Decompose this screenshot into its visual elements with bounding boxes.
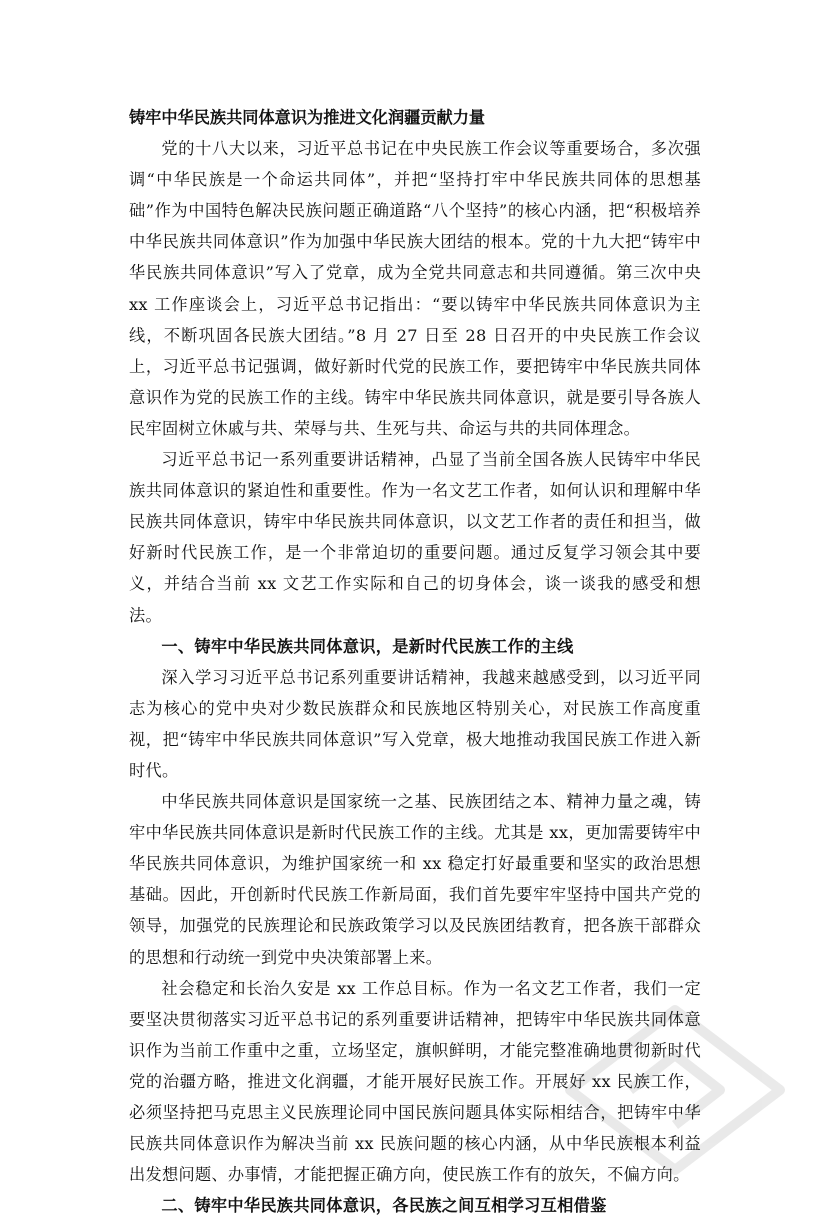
document-body <box>129 100 701 1221</box>
document-title: 铸牢中华民族共同体意识为推进文化润疆贡献力量 <box>129 108 486 127</box>
paragraph-4: 中华民族共同体意识是国家统一之基、民族团结之本、精神力量之魂，铸牢中华民族共同体意识是新时代民族工作的主线。尤其是 xx，更加需要铸牢中华民族共同体意识，为维护国家统一和 xx 稳定打好最重要和坚实的政治思想基础。因此，开创新时代民族工作新局面，我们首先要牢牢坚持中国共产党的领导，加强党的民族理论和民族政策学习以及民族团结教育，把各族干部群众的思想和行动统一到党中央决策部署上来。 <box>129 792 701 967</box>
paragraph-1: 党的十八大以来，习近平总书记在中央民族工作会议等重要场合，多次强调“中华民族是一个命运共同体”，并把“坚持打牢中华民族共同体的思想基础”作为中国特色解决民族问题正确道路“八个坚持”的核心内涵，把“积极培养中华民族共同体意识”作为加强中华民族大团结的根本。党的十九大把“铸牢中华民族共同体意识”写入了党章，成为全党共同意志和共同遵循。第三次中央 xx 工作座谈会上，习近平总书记指出：“要以铸牢中华民族共同体意识为主线，不断巩固各民族大团结。”8 月 27 日至 28 日召开的中央民族工作会议上，习近平总书记强调，做好新时代党的民族工作，要把铸牢中华民族共同体意识作为党的民族工作的主线。铸牢中华民族共同体意识，就是要引导各族人民牢固树立休戚与共、荣辱与共、生死与共、命运与共的共同体理念。 <box>129 139 701 438</box>
section-heading-1: 一、铸牢中华民族共同体意识，是新时代民族工作的主线 <box>161 636 574 656</box>
paragraph-3: 深入学习习近平总书记系列重要讲话精神，我越来越感受到，以习近平同志为核心的党中央对少数民族群众和民族地区特别关心，对民族工作高度重视，把“铸牢中华民族共同体意识”写入党章，极大地推动我国民族工作进入新时代。 <box>129 667 701 780</box>
paragraph-2: 习近平总书记一系列重要讲话精神，凸显了当前全国各族人民铸牢中华民族共同体意识的紧迫性和重要性。作为一名文艺工作者，如何认识和理解中华民族共同体意识，铸牢中华民族共同体意识，以文艺工作者的责任和担当，做好新时代民族工作，是一个非常迫切的重要问题。通过反复学习领会其中要义，并结合当前 xx 文艺工作实际和自己的切身体会，谈一谈我的感受和想法。 <box>129 450 701 625</box>
paragraph-5: 社会稳定和长治久安是 xx 工作总目标。作为一名文艺工作者，我们一定要坚决贯彻落实习近平总书记的系列重要讲话精神，把铸牢中华民族共同体意识作为当前工作重中之重，立场坚定，旗帜鲜明，才能完整准确地贯彻新时代党的治疆方略，推进文化润疆，才能开展好民族工作。开展好 xx 民族工作，必须坚持把马克思主义民族理论同中国民族问题具体实际相结合，把铸牢中华民族共同体意识作为解决当前 xx 民族问题的核心内涵，从中华民族根本利益出发想问题、办事情，才能把握正确方向，使民族工作有的放矢，不偏方向。 <box>129 978 701 1185</box>
section-heading-2: 二、铸牢中华民族共同体意识，各民族之间互相学习互相借鉴 <box>161 1196 607 1216</box>
